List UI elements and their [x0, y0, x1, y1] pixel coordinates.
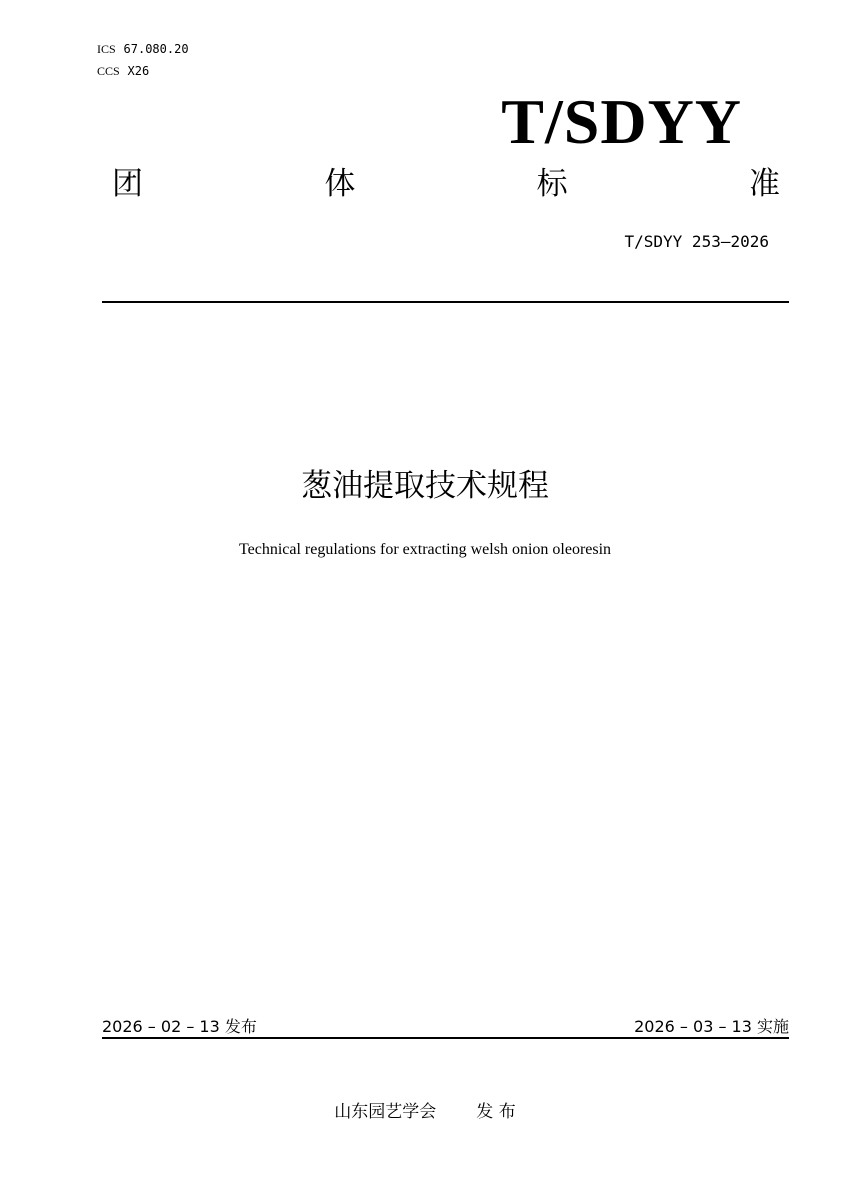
publish-date: 2026 – 02 – 13 发布	[102, 1017, 257, 1036]
ccs-label: CCS	[97, 64, 120, 78]
publisher-line	[0, 1101, 850, 1123]
category-char-4: 准	[748, 166, 780, 202]
title-chinese: 葱油提取技术规程	[301, 468, 549, 504]
standard-number: T/SDYY 253—2026	[624, 232, 769, 251]
publisher-name: 山东园艺学会	[334, 1102, 437, 1122]
standard-logo: T/SDYY	[501, 86, 742, 157]
standard-category	[112, 162, 780, 206]
category-char-2: 体	[324, 166, 356, 202]
ccs-classification	[97, 64, 149, 78]
bottom-divider	[102, 1037, 789, 1039]
ccs-code: X26	[127, 64, 150, 78]
ics-code: 67.080.20	[123, 42, 189, 56]
category-char-3: 标	[536, 166, 568, 202]
ics-classification	[97, 42, 189, 56]
title-english: Technical regulations for extracting welsh onion oleoresin	[238, 541, 612, 558]
ics-label: ICS	[97, 42, 116, 56]
implement-date: 2026 – 03 – 13 实施	[634, 1017, 789, 1036]
top-divider	[102, 301, 789, 303]
publisher-action: 发 布	[476, 1102, 516, 1122]
category-char-1: 团	[112, 166, 143, 202]
